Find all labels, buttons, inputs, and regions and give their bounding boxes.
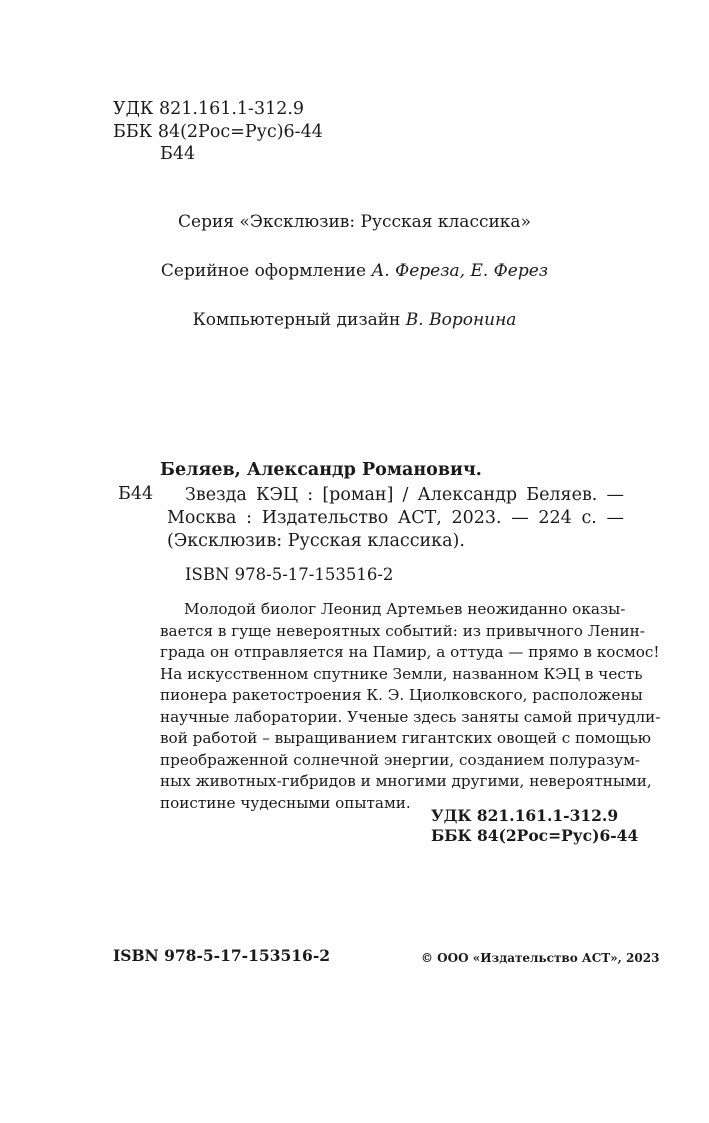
series-design-credit	[0, 261, 709, 281]
abstract-line: града он отправляется на Памир, а оттуда — прямо в космос!	[160, 643, 660, 661]
abstract-line: научные лаборатории. Ученые здесь заняты самой причудли-	[160, 707, 661, 726]
catalog-isbn: ISBN 978-5-17-153516-2	[185, 565, 394, 584]
bbk-code: ББК 84(2Рос=Рус)6-44	[113, 121, 323, 142]
abstract-line: поистине чудесными опытами.	[160, 793, 411, 812]
series-title: Серия «Эксклюзив: Русская классика»	[178, 212, 531, 232]
abstract-line: На искусственном спутнике Земли, названном КЭЦ в честь	[160, 664, 643, 683]
isbn-bottom: ISBN 978-5-17-153516-2	[113, 946, 331, 965]
abstract-line: пионера ракетостроения К. Э. Циолковского, расположены	[160, 686, 643, 704]
catalog-author-mark: Б44	[118, 484, 154, 504]
classification-codes-footer	[431, 806, 638, 846]
abstract-line: ных животных-гибридов и многими другими, невероятными,	[160, 772, 652, 790]
layout-names: В. Воронина	[405, 310, 517, 330]
catalog-description	[167, 484, 624, 553]
abstract-line: Молодой биолог Леонид Артемьев неожиданно оказы-	[184, 600, 626, 618]
catalog-line: Москва : Издательство АСТ, 2023. — 224 с. —	[167, 508, 624, 528]
abstract-line: преображенной солнечной энергии, созданием полуразум-	[160, 750, 641, 769]
computer-design-credit	[0, 310, 709, 330]
design-label: Серийное оформление	[160, 261, 372, 281]
classification-codes-header	[113, 98, 323, 166]
copyright-notice: © ООО «Издательство АСТ», 2023	[421, 951, 660, 965]
design-names: А. Фереза, Е. Ферез	[371, 261, 549, 281]
catalog-author: Беляев, Александр Романович.	[160, 460, 482, 480]
catalog-line: Звезда КЭЦ : [роман] / Александр Беляев. —	[185, 485, 624, 505]
author-mark: Б44	[160, 144, 196, 164]
bbk-code-bold: ББК 84(2Рос=Рус)6-44	[431, 826, 639, 845]
abstract-line: вой работой – выращиванием гигантских овощей с помощью	[160, 729, 651, 747]
udk-code: УДК 821.161.1-312.9	[113, 99, 305, 119]
book-abstract	[160, 599, 661, 814]
abstract-line: вается в гуще невероятных событий: из привычного Ленин-	[160, 621, 645, 640]
catalog-line: (Эксклюзив: Русская классика).	[167, 531, 465, 551]
layout-label: Компьютерный дизайн	[192, 310, 406, 330]
udk-code-bold: УДК 821.161.1-312.9	[431, 806, 619, 825]
